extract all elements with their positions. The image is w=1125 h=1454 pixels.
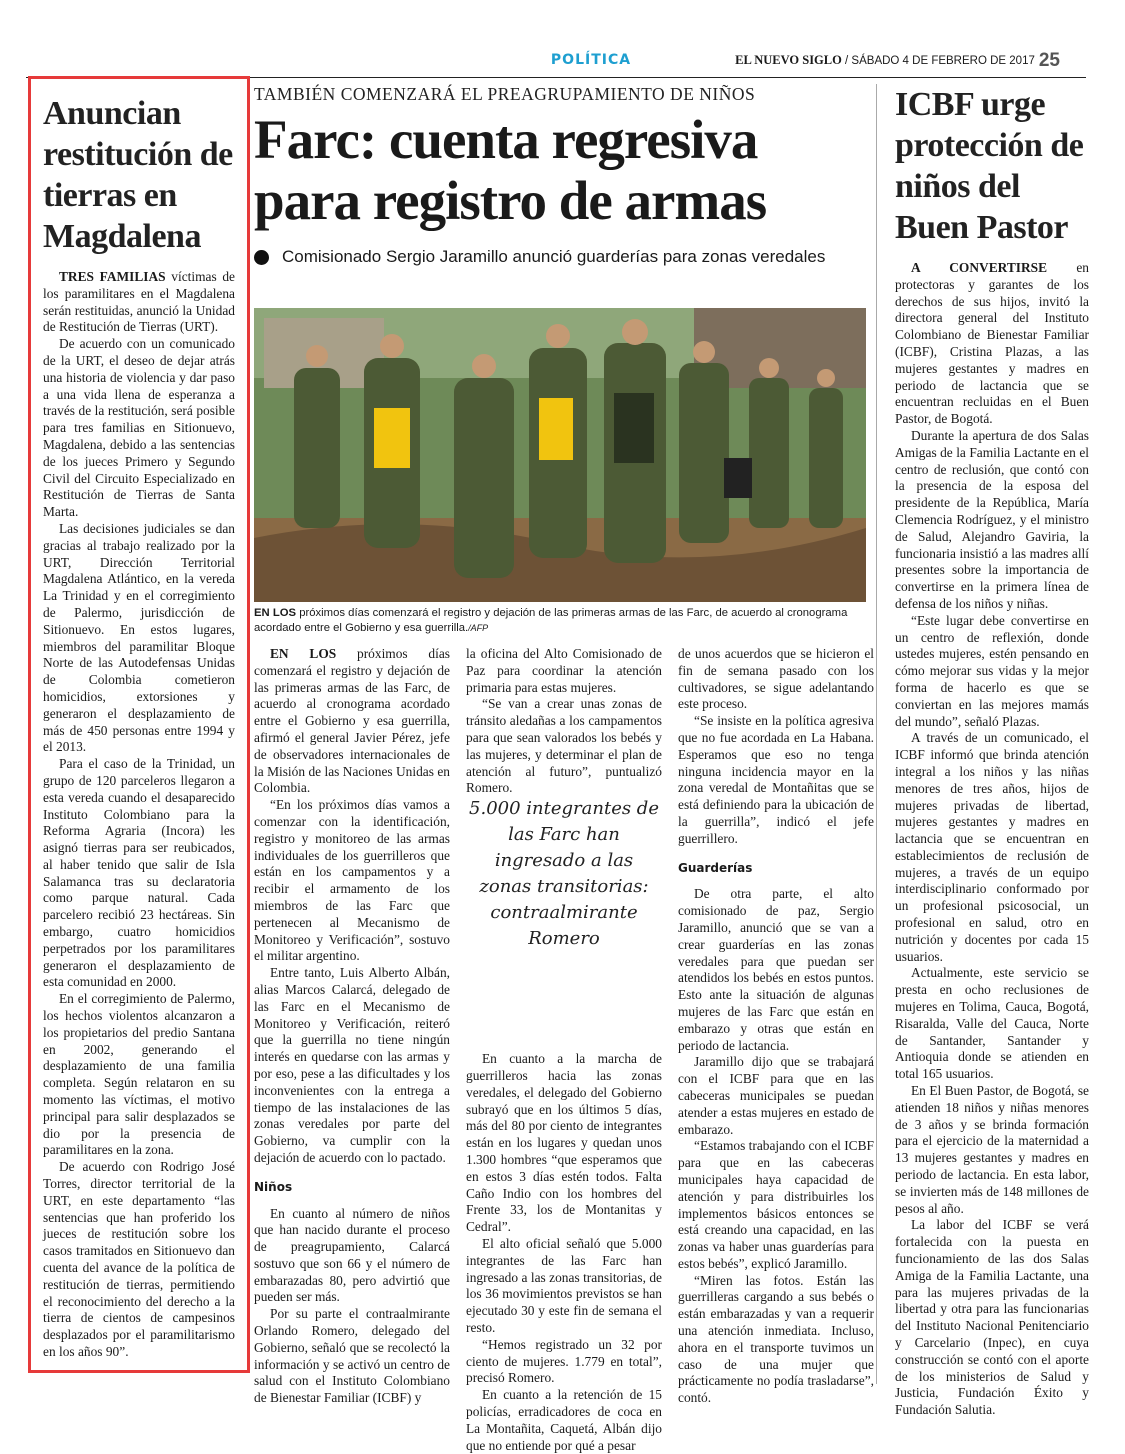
bullet-icon (254, 250, 269, 265)
left-paragraph-2: De acuerdo con un comunicado de la URT, el deseo de dejar atrás una historia de violencia y dar paso a una vida llena de esperanza a través de la restitución, será posible para tres familias en Sitionuevo, Magdalena, debido a las sentencias de los jueces Primero y Segundo Civil del Circuito Especializado en Restitución de Tierras de Santa Marta. (43, 336, 235, 520)
page-header (26, 48, 1086, 78)
main-column-3: de unos acuerdos que se hicieron el fin de semana pasado con los cultivadores, se sigue adelantando este proceso. “Se insiste en la política agresiva que no fue acordada en La Habana. Esperamos que eso no tenga ninguna incidencia mayor en la zona veredal de Montañitas que se está definiendo para la ubicación de la guerrilla”, indicó el jefe guerrillero. Guarderías De otra parte, el alto comisionado de paz, Sergio Jaramillo, anunció que se van a crear guarderías en las zonas veredales para que puedan ser atendidos los bebés en estos puntos. Esto ante la situación de algunas mujeres de las Farc que están en embarazo y otras que están en periodo de lactancia. Jaramillo dijo que se trabajará con el ICBF para que en las cabeceras municipales se puedan atender a estas mujeres en estado de embarazo. “Estamos trabajando con el ICBF para que en las cabeceras municipales haya capacidad de atención y para distribuirles los implementos básicos entonces se está creando una capacidad, en las zonas va haber unas guarderías para estos bebés”, explicó Jaramillo. “Miren las fotos. Están las guerrilleras cargando a sus bebés o están embarazadas y van a requerir una atención inmediata. Incluso, ahora en el transporte tuvimos un caso de una mujer que prácticamente no podía trasladarse”, contó. (678, 646, 874, 1406)
left-article-body (43, 269, 235, 1361)
left-paragraph-3: Las decisiones judiciales se dan gracias al trabajo realizado por la URT, Dirección Territorial Magdalena Atlántico, en la vereda La Trinidad y en el corregimiento de Palermo, jurisdicción de Sitionuevo. En estos lugares, miembros del paramilitar Bloque Norte de las Autodefensas Unidas de Colombia cometieron homicidios, extorsiones y generaron el desplazamiento de más de 450 personas entre 1994 y el 2013. (43, 520, 235, 755)
caption-lead: EN LOS (254, 607, 297, 619)
left-article-headline: Anuncian restitución de tierras en Magdalena (43, 95, 233, 255)
masthead (735, 50, 1060, 72)
subhead-text: Comisionado Sergio Jaramillo anunció guarderías para zonas veredales (282, 247, 826, 266)
photo-credit: /AFP (468, 623, 489, 633)
left-paragraph-6: De acuerdo con Rodrigo José Torres, director territorial de la URT, en este departamento “las sentencias que han proferido los jueces de restitución sobre los casos tramitados en Sitionuevo dan cuenta del avance de la política de restitución de tierras, permitiendo el reconocimiento del derecho a la tierra de cientos de campesinos desplazados por el paramilitarismo en los años 90”. (43, 1159, 235, 1359)
issue-date: / SÁBADO 4 DE FEBRERO DE 2017 (841, 55, 1035, 67)
main-column-2: la oficina del Alto Comisionado de Paz para coordinar la atención primaria para estas mujeres. “Se van a crear unas zonas de tránsito aledañas a los campamentos para que sean valorados los bebés y las mujeres, y determinar el plan de atención al futuro”, puntualizó Romero. En cuanto a la marcha de guerrilleros hacia las zonas veredales, el delegado del Gobierno subrayó que en los últimos 5 días, más del 80 por ciento de integrantes están en los lugares y quedan unos 1.300 hombres “que esperamos que en estos 3 días estén todos. Falta Caño Indio con los hombres del Frente 33, los de Montanitas y Cedral”. El alto oficial señaló que 5.000 integrantes de las Farc han ingresado a las zonas transitorias, de los 36 movimientos previstos se han ejecutado 30 y este fin de semana el resto. “Hemos registrado un 32 por ciento de mujeres. 1.779 en total”, precisó Romero. En cuanto a la retención de 15 policías, erradicadores de coca en La Montañita, Caquetá, Albán dijo que no entiende por qué a pesar (466, 646, 662, 1453)
newspaper-name: EL NUEVO SIGLO (735, 53, 842, 67)
main-headline: Farc: cuenta regresiva para registro de armas (254, 109, 767, 231)
pull-quote: 5.000 integrantes de las Farc han ingresado a las zonas transitorias: contraalmirante Romero (469, 798, 659, 949)
main-subhead (254, 247, 866, 267)
main-lead: EN LOS (270, 646, 337, 661)
right-article-body: A CONVERTIRSE en protectoras y garantes de los derechos de sus hijos, invitó la directora general del Instituto Colombiano de Bienestar Familiar (ICBF), Cristina Plazas, a las mujeres gestantes y madres en periodo de lactancia que se encuentran recluidas en el Buen Pastor, de Bogotá. Durante la apertura de dos Salas Amigas de la Familia Lactante en el centro de reclusión, que contó con la presencia de la esposa del presidente de la República, María Clemencia Rodríguez, y el ministro de Salud, Alejandro Gaviria, la funcionaria insistió a las madres allí presentes sobre la importancia de convertirse en la primera línea de defensa de los niños y niñas. “Este lugar debe convertirse en un centro de reflexión, donde ustedes mujeres, estén pensando en cómo mejorar sus vidas y la mejor forma de hacerlo es que se conviertan en las mejores mamás del mundo”, señaló Plazas. A través de un comunicado, el ICBF informó que brinda atención integral a los niños y las niñas menores de tres años, hijos de mujeres privadas de libertad, mujeres gestantes y madres en lactancia que se encuentran en establecimientos de reclusión de mujeres, a través de un equipo interdisciplinario conformado por un profesional psicosocial, un profesional en salud, otro en nutrición y docentes por cada 15 usuarios. Actualmente, este servicio se presta en ocho reclusiones de mujeres en Tolima, Cauca, Bogotá, Risaralda, Valle del Cauca, Norte de Santander, Santander y Antioquia donde se atienden en total 165 usuarios. En El Buen Pastor, de Bogotá, se atienden 18 niños y niñas menores de 3 años y se brinda formación para el ejercicio de la maternidad a 13 mujeres gestantes y madres en periodo de lactancia. En esta labor, se invierten más de 148 millones de pesos al año. La labor del ICBF se verá fortalecida con la puesta en funcionamiento de las dos Salas Amiga de la Familia Lactante, una para las mujeres privadas de la libertad y otra para las funcionarias del Instituto Nacional Penitenciario y Carcelario (Inpec), en cuya construcción se contó con el aporte de los ministerios de Salud y Justicia, Fundación Éxito y Fundación Salutia. (895, 260, 1089, 1418)
left-paragraph-5: En el corregimiento de Palermo, los hechos violentos alcanzaron a los propietarios del predio Santana en 2002, generando el desplazamiento de una familia completa. Según relataron en su momento las víctimas, el motivo principal para salir desplazados se dio por la presencia de paramilitares en la zona. (43, 991, 235, 1158)
right-article-headline: ICBF urge protección de niños del Buen Pastor (895, 86, 1084, 246)
main-article (254, 84, 874, 1453)
photo-illustration (254, 308, 866, 602)
news-photo[interactable] (254, 308, 866, 602)
left-article[interactable] (28, 76, 250, 1373)
caption-text: próximos días comenzará el registro y dejación de las primeras armas de las Farc, de acuerdo al cronograma acordado entre el Gobierno y esa guerrilla. (254, 607, 848, 634)
subtitle-guarderias: Guarderías (678, 860, 753, 875)
section-label: POLÍTICA (550, 52, 632, 68)
left-lead: TRES FAMILIAS (59, 269, 166, 284)
right-lead: A CONVERTIRSE (911, 260, 1048, 275)
left-paragraph-1: TRES FAMILIAS víctimas de los paramilitares en el Magdalena serán restituidas, anunció la Unidad de Restitución de Tierras (URT). (43, 269, 235, 335)
photo-caption (254, 606, 866, 636)
subtitle-ninos: Niños (254, 1179, 293, 1194)
page-number: 25 (1038, 50, 1060, 71)
main-kicker: TAMBIÉN COMENZARÁ EL PREAGRUPAMIENTO DE NIÑOS (254, 84, 756, 104)
left-paragraph-4: Para el caso de la Trinidad, un grupo de 120 parceleros llegaron a esta vereda cuando el desaparecido Instituto Colombiano para la Reforma Agraria (Incora) les asignó tierras para ser reubicados, al haber tenido que salir de Isla Salamanca tras su declaratoria como parque natural. Cada parcelero recibió 23 hectáreas. Sin embargo, cuatro homicidios perpetrados por los paramilitares generaron el desplazamiento de esta comunidad en 2000. (43, 756, 235, 990)
main-column-1: EN LOS próximos días comenzará el registro y dejación de las primeras armas de las Farc, de acuerdo al cronograma acordado entre el Gobierno y esa guerrilla, afirmó el general Javier Pérez, jefe de observadores internacionales de la Misión de las Naciones Unidas en Colombia. “En los próximos días vamos a comenzar con la identificación, registro y monitoreo de las armas individuales de los guerrilleros que están en los campamentos y a recibir el armamento de los miembros de las Farc que pertenecen al Mecanismo de Monitoreo y Verificación”, sostuvo el militar argentino. Entre tanto, Luis Alberto Albán, alias Marcos Calarcá, delegado de las Farc en el Mecanismo de Monitoreo y Verificación, reiteró que la guerrilla no tiene ningún interés en quedarse con las armas y por eso, pese a las dificultades y los inconvenientes con la entrega a tiempo de las instalaciones de las zonas veredales por parte del Gobierno, va cumplir con la dejación de acuerdo con lo pactado. Niños En cuanto al número de niños que han nacido durante el proceso de preagrupamiento, Calarcá sostuvo que son 66 y el número de embarazadas 80, pero advirtió que pueden ser más. Por su parte el contraalmirante Orlando Romero, delegado del Gobierno, señaló que se recolectó la información y se activó un centro de salud con el Instituto Colombiano de Bienestar Familiar (ICBF) y (254, 646, 450, 1406)
right-article (876, 84, 1098, 1418)
